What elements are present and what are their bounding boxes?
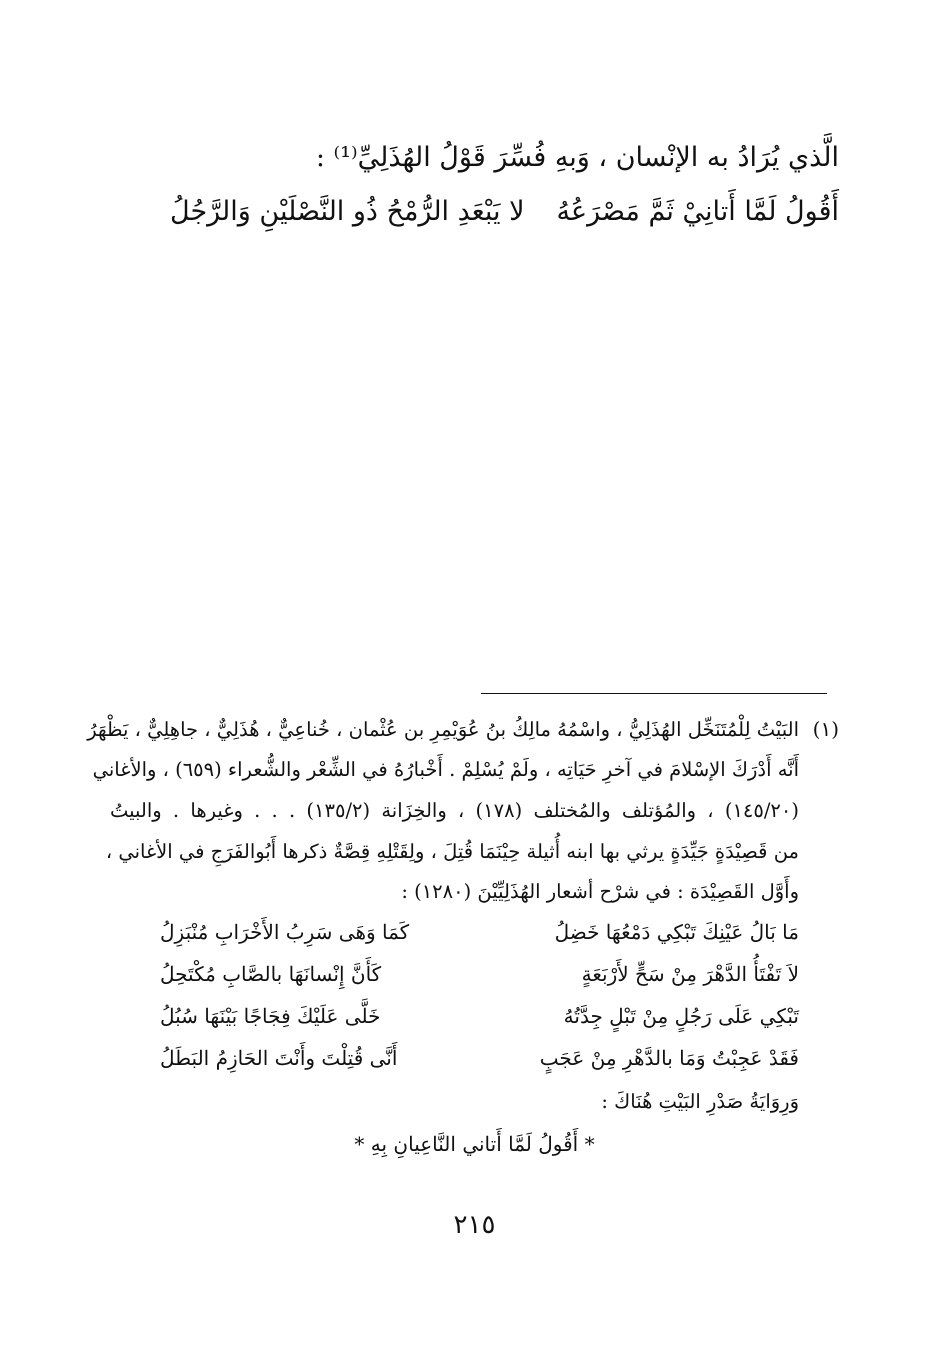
footnote-number: (١) [812,717,839,741]
poem-first-hemistich: مَا بَالُ عَيْنِكَ تَبْكِي دَمْعُهَا خَضِلُ [554,920,799,944]
poem-second-hemistich: أَنَّى قُتِلْتَ وأَنْتَ الحَازِمُ البَطَلُ [160,1046,398,1070]
poem-second-hemistich: كَأَنَّ إِنْسانَهَا بالصَّابِ مُكْتَحِلُ [160,962,382,986]
narration-verse: * أَقُولُ لَمَّا أَتاني النَّاعِيانِ بِهِ * [354,1132,595,1156]
footnote-separator [481,693,827,694]
verse-first-hemistich: أَقُولُ لَمَّا أَتانِيْ ثَمَّ مَصْرَعُهُ [556,196,839,227]
poem-verse [160,962,799,998]
intro-text: الَّذي يُرَادُ به الإنْسان ، وَبهِ فُسِّرَ قَوْلُ الهُذَلِيِّ⁽¹⁾ : [315,142,839,173]
poem-verse [160,1046,799,1082]
poem-first-hemistich: لاَ تَفْتَأُ الدَّهْرَ مِنْ سَحٍّ لأَرْبَعَةٍ [581,962,799,986]
verse-second-hemistich: لا يَبْعَدِ الرُّمْحُ ذُو النَّصْلَيْنِ وَالرَّجُلُ [170,196,525,227]
poem-verse [160,920,799,956]
narration-label: وَرِوَايَةُ صَدْرِ البَيْتِ هُنَاكَ : [601,1090,799,1113]
footnote-line: البَيْتُ لِلْمُتَنَخِّل الهُذَلِيُّ ، واسْمُهُ مالِكُ بنُ عُوَيْمِرِ بن عُثْمان ، خُناعِيٌّ ، هُذَلِيٌّ ، جاهِلِيٌّ ، يَظْهَرُ [87,718,799,741]
poem-second-hemistich: كَمَا وَهَى سَرِبُ الأَخْرَابِ مُنْبَزِلُ [160,920,410,944]
page-number: ٢١٥ [453,1210,496,1240]
footnote-line: (١٤٥/٢٠) ، والمُؤتلف والمُختلف (١٧٨) ، والخِزَانة (١٣٥/٢) . . . وغيرها . والبيتُ [110,799,799,822]
footnote-line: وأَوَّل القَصِيْدَة : في شرْح أشعار الهُذَلِيِّيْنَ (١٢٨٠) : [401,880,799,903]
poem-first-hemistich: تَبْكِي عَلَى رَجُلٍ مِنْ تَبْلٍ جِدَّتُهُ [563,1004,799,1028]
poem-verse [160,1004,799,1040]
footnote-line: من قَصِيْدَةٍ جَيِّدَةٍ يرثي بها ابنه أُثيلة حِيْنَمَا قُتِلَ ، ولِقَتْلِهِ قِصَّةٌ ذكرها أَبُوالفَرَجِ في الأغاني ، [105,840,799,863]
footnote-line: أَنَّه أَدْرَكَ الإسْلامَ في آخرِ حَيَاتِه ، ولَمْ يُسْلِمْ . أَخْبارُهُ في الشِّعْر والشُّعراء (٦٥٩) ، والأغاني [92,758,799,781]
poem-second-hemistich: خَلَّى عَلَيْكَ فِجَاجًا بَيْنَهَا سُبُلُ [160,1004,381,1028]
poem-first-hemistich: فَقَدْ عَجِبْتُ وَمَا بالدَّهْرِ مِنْ عَجَبٍ [539,1046,799,1070]
